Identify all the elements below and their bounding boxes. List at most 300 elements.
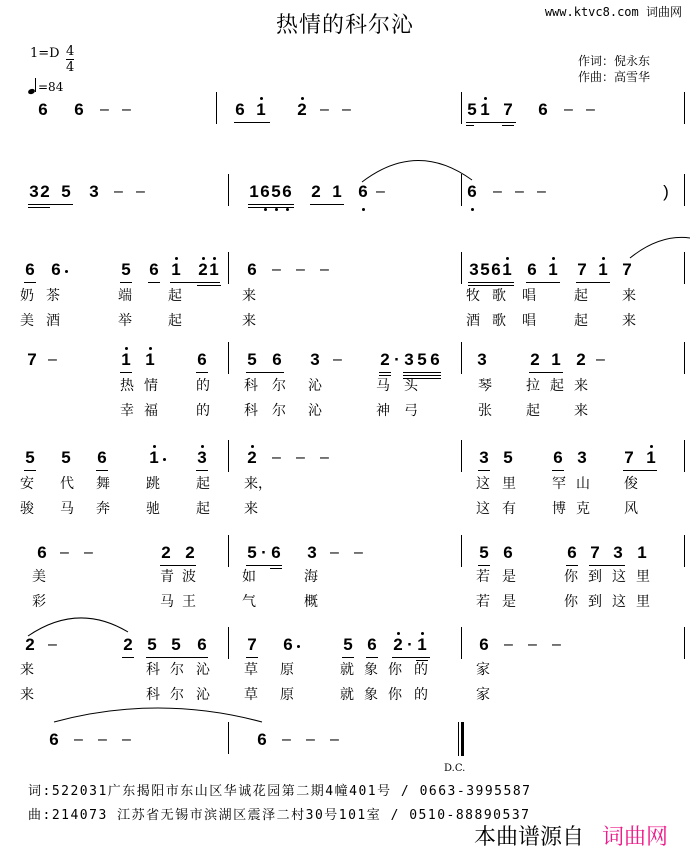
- dash: –: [48, 636, 57, 653]
- note: 7: [622, 260, 632, 279]
- lyric-char: 青: [160, 569, 174, 585]
- note: 5: [61, 182, 71, 201]
- note: ·: [394, 350, 400, 369]
- high-octave-dot: [175, 257, 178, 260]
- note: 6: [503, 543, 513, 562]
- note: 2: [40, 182, 50, 201]
- note: 3: [307, 543, 317, 562]
- barline: [684, 535, 685, 567]
- low-octave-dot: [286, 208, 289, 211]
- note: 6: [272, 350, 282, 369]
- lyric-char: 美: [20, 313, 34, 329]
- lyric-char: 草: [244, 687, 258, 703]
- lyric-char: 起: [196, 501, 210, 517]
- beam-underline: [526, 282, 560, 283]
- paren: ): [663, 182, 669, 201]
- lyric-char: 来: [244, 501, 258, 517]
- high-octave-dot: [506, 257, 509, 260]
- barline: [461, 252, 462, 284]
- high-octave-dot: [484, 97, 487, 100]
- barline: [684, 627, 685, 659]
- key-signature: 1=D: [30, 46, 60, 61]
- barline: [461, 627, 462, 659]
- note: 5: [480, 260, 490, 279]
- lyric-char: 象: [364, 662, 378, 678]
- lyric-char: 酒: [466, 313, 480, 329]
- high-octave-dot: [213, 257, 216, 260]
- lyric-char: 起: [196, 476, 210, 492]
- beam-underline: [170, 282, 220, 283]
- note: 1: [332, 182, 342, 201]
- dash: –: [515, 183, 524, 200]
- note: 6: [97, 448, 107, 467]
- high-octave-dot: [149, 347, 152, 350]
- lyric-char: 你: [388, 662, 402, 678]
- beam-underline: [148, 282, 160, 283]
- dash: –: [552, 636, 561, 653]
- note: 2: [247, 448, 257, 467]
- barline: [228, 252, 229, 284]
- high-octave-dot: [421, 632, 424, 635]
- lyric-char: 歌: [492, 288, 506, 304]
- beam-underline: [589, 565, 625, 566]
- lyric-char: 如: [242, 569, 256, 585]
- note: 5: [147, 635, 157, 654]
- lyric-char: 彩: [32, 594, 46, 610]
- time-signature: [66, 44, 74, 75]
- lyric-char: 这: [476, 476, 490, 492]
- beam-underline: [478, 565, 490, 566]
- note: 1: [646, 448, 656, 467]
- note: 1: [209, 260, 219, 279]
- note: 2: [161, 543, 171, 562]
- barline: [684, 342, 685, 374]
- note: 3: [469, 260, 479, 279]
- note: 7: [503, 100, 513, 119]
- note: 6: [538, 100, 548, 119]
- barline: [216, 92, 217, 124]
- site-watermark[interactable]: [545, 3, 682, 20]
- note: 6: [479, 635, 489, 654]
- note: 5: [467, 100, 477, 119]
- lyric-char: 歌: [492, 313, 506, 329]
- beam-underline: [478, 470, 490, 471]
- dash: –: [282, 731, 291, 748]
- note: 6: [367, 635, 377, 654]
- note: 1: [598, 260, 608, 279]
- beam-underline: [468, 285, 514, 286]
- dash: –: [114, 183, 123, 200]
- dash: –: [330, 544, 339, 561]
- barline: [461, 440, 462, 472]
- lyric-char: 起: [574, 313, 588, 329]
- note: 6: [197, 635, 207, 654]
- lyric-char: 若: [476, 569, 490, 585]
- note: 1: [502, 260, 512, 279]
- low-octave-dot: [471, 208, 474, 211]
- lyric-char: 王: [182, 594, 196, 610]
- note: 2: [311, 182, 321, 201]
- dash: –: [272, 449, 281, 466]
- high-octave-dot: [201, 445, 204, 448]
- dash: –: [537, 183, 546, 200]
- dash: –: [98, 731, 107, 748]
- beam-underline: [24, 282, 36, 283]
- lyric-char: 琴: [478, 378, 492, 394]
- note: 3: [197, 448, 207, 467]
- lyric-char: 跳: [146, 476, 160, 492]
- beam-underline: [196, 372, 208, 373]
- augmentation-dot: [65, 270, 68, 273]
- note: 2: [530, 350, 540, 369]
- beam-underline: [502, 125, 514, 126]
- high-octave-dot: [552, 257, 555, 260]
- beam-underline: [403, 375, 441, 376]
- lyric-char: 到: [588, 569, 602, 585]
- lyric-char: 马: [60, 501, 74, 517]
- dash: –: [320, 449, 329, 466]
- beam-underline: [468, 282, 514, 283]
- note: 6: [567, 543, 577, 562]
- dash: –: [320, 101, 329, 118]
- beam-underline: [529, 372, 563, 373]
- beam-underline: [197, 285, 221, 286]
- lyric-char: 沁: [196, 687, 210, 703]
- note: 1: [256, 100, 266, 119]
- note: 6: [553, 448, 563, 467]
- dash: –: [306, 731, 315, 748]
- note: 6: [74, 100, 84, 119]
- source-label: 本曲谱源自: [473, 825, 584, 850]
- note: 2: [576, 350, 586, 369]
- note: 2: [123, 635, 133, 654]
- high-octave-dot: [397, 632, 400, 635]
- site-url[interactable]: www.ktvc8.com: [544, 5, 639, 19]
- lyric-char: 端: [118, 288, 132, 304]
- lyric-char: 科: [146, 662, 160, 678]
- barline: [684, 92, 685, 124]
- lyric-char: 的: [196, 403, 210, 419]
- beam-underline: [246, 565, 282, 566]
- dash: –: [122, 731, 131, 748]
- note: 2: [198, 260, 208, 279]
- note: 3: [310, 350, 320, 369]
- lyric-char: 唱: [522, 313, 536, 329]
- note: 6: [51, 260, 61, 279]
- beam-underline: [196, 470, 208, 471]
- note: 7: [624, 448, 634, 467]
- note: 6: [257, 730, 267, 749]
- note: 1: [145, 350, 155, 369]
- note: 3: [477, 350, 487, 369]
- high-octave-dot: [260, 97, 263, 100]
- lyric-char: 起: [168, 288, 182, 304]
- site-name[interactable]: 词曲网: [645, 5, 682, 19]
- lyric-char: 科: [244, 403, 258, 419]
- lyric-char: 尔: [170, 662, 184, 678]
- lyric-char: 的: [414, 662, 428, 678]
- lyric-char: 尔: [272, 378, 286, 394]
- beam-underline: [120, 282, 132, 283]
- lyric-char: 马: [376, 378, 390, 394]
- lyric-char: 沁: [196, 662, 210, 678]
- note: 6: [260, 182, 270, 201]
- lyric-char: 来: [20, 662, 34, 678]
- lyric-char: 原: [280, 687, 294, 703]
- time-sig-bottom: 4: [66, 60, 75, 75]
- augmentation-dot: [297, 645, 300, 648]
- high-octave-dot: [650, 445, 653, 448]
- barline: [228, 627, 229, 659]
- augmentation-dot: [163, 458, 166, 461]
- note: 1: [551, 350, 561, 369]
- note: 6: [25, 260, 35, 279]
- low-octave-dot: [275, 208, 278, 211]
- beam-underline: [379, 375, 391, 376]
- barline: [228, 440, 229, 472]
- note: 5: [171, 635, 181, 654]
- barline: [461, 92, 462, 124]
- lyric-char: 来，: [244, 476, 272, 492]
- lyricist-credit: 作词：倪永东: [578, 54, 651, 68]
- note: 6: [283, 635, 293, 654]
- dash: –: [320, 261, 329, 278]
- note: 5: [479, 543, 489, 562]
- lyric-char: 这: [476, 501, 490, 517]
- barline: [228, 722, 229, 754]
- lyric-char: 代: [60, 476, 74, 492]
- dash: –: [528, 636, 537, 653]
- lyric-char: 神: [376, 403, 390, 419]
- dash: –: [596, 351, 605, 368]
- barline: [684, 174, 685, 206]
- barline: [461, 174, 462, 206]
- lyric-char: 奔: [96, 501, 110, 517]
- beam-underline: [28, 204, 73, 205]
- lyricist-address: 词:522031广东揭阳市东山区华诚花园第二期4幢401号 / 0663-3995587: [28, 784, 532, 799]
- note: 6: [282, 182, 292, 201]
- lyric-char: 唱: [522, 288, 536, 304]
- note: 6: [149, 260, 159, 279]
- note: 6: [235, 100, 245, 119]
- lyric-char: 舞: [96, 476, 110, 492]
- dash: –: [122, 101, 131, 118]
- lyric-char: 科: [146, 687, 160, 703]
- dash: –: [100, 101, 109, 118]
- dash: –: [296, 261, 305, 278]
- lyric-char: 幸: [120, 403, 134, 419]
- lyric-char: 罕: [552, 476, 566, 492]
- barline: [684, 252, 685, 284]
- note: 2: [393, 635, 403, 654]
- beam-underline: [122, 657, 134, 658]
- lyric-char: 骏: [20, 501, 34, 517]
- barline: [228, 342, 229, 374]
- lyric-char: 你: [564, 594, 578, 610]
- lyric-char: 若: [476, 594, 490, 610]
- beam-underline: [28, 207, 50, 208]
- note: 2: [297, 100, 307, 119]
- note: ·: [407, 635, 413, 654]
- note: 5: [417, 350, 427, 369]
- beam-underline: [234, 122, 270, 123]
- dc-mark: D.C.: [444, 763, 466, 774]
- lyric-char: 山: [576, 476, 590, 492]
- beam-underline: [24, 470, 36, 471]
- low-octave-dot: [264, 208, 267, 211]
- note: 6: [527, 260, 537, 279]
- lyric-char: 张: [478, 403, 492, 419]
- tempo-marking: [28, 78, 63, 94]
- note: 5: [247, 350, 257, 369]
- dash: –: [330, 731, 339, 748]
- note: 3: [577, 448, 587, 467]
- beam-underline: [160, 565, 196, 566]
- lyric-char: 弓: [404, 403, 418, 419]
- lyric-char: 情: [144, 378, 158, 394]
- dash: –: [586, 101, 595, 118]
- note: 6: [467, 182, 477, 201]
- note: 6: [271, 543, 281, 562]
- lyric-char: 俊: [624, 476, 638, 492]
- final-barline: [458, 722, 459, 756]
- dash: –: [376, 183, 385, 200]
- note: 3: [479, 448, 489, 467]
- note: 5: [25, 448, 35, 467]
- source-site-link[interactable]: 词曲网: [601, 825, 668, 850]
- song-title: 热情的科尔沁: [275, 13, 414, 38]
- dash: –: [296, 449, 305, 466]
- high-octave-dot: [202, 257, 205, 260]
- beam-underline: [566, 565, 578, 566]
- note: 3: [404, 350, 414, 369]
- note: 7: [27, 350, 37, 369]
- note: 6: [38, 100, 48, 119]
- note: 2: [25, 635, 35, 654]
- note: 5: [343, 635, 353, 654]
- lyric-char: 福: [144, 403, 158, 419]
- lyric-char: 尔: [272, 403, 286, 419]
- dash: –: [504, 636, 513, 653]
- barline: [228, 535, 229, 567]
- lyric-char: 拉: [526, 378, 540, 394]
- lyric-char: 原: [280, 662, 294, 678]
- note: 1: [171, 260, 181, 279]
- note: 3: [613, 543, 623, 562]
- note: 1: [548, 260, 558, 279]
- dash: –: [342, 101, 351, 118]
- beam-underline: [246, 657, 258, 658]
- lyric-char: 来: [622, 313, 636, 329]
- lyric-char: 波: [182, 569, 196, 585]
- lyric-char: 茶: [46, 288, 60, 304]
- high-octave-dot: [602, 257, 605, 260]
- lyric-char: 克: [576, 501, 590, 517]
- high-octave-dot: [301, 97, 304, 100]
- dash: –: [493, 183, 502, 200]
- note: 2: [380, 350, 390, 369]
- beam-underline: [310, 204, 344, 205]
- lyric-char: 奶: [20, 288, 34, 304]
- note: 6: [197, 350, 207, 369]
- lyric-char: 驰: [146, 501, 160, 517]
- lyric-char: 起: [526, 403, 540, 419]
- beam-underline: [576, 282, 610, 283]
- beam-underline: [379, 372, 391, 373]
- note: 5: [271, 182, 281, 201]
- dash: –: [60, 544, 69, 561]
- lyric-char: 起: [550, 378, 564, 394]
- lyric-char: 科: [244, 378, 258, 394]
- lyric-char: 里: [636, 569, 650, 585]
- lyric-char: 到: [588, 594, 602, 610]
- lyric-char: 你: [388, 687, 402, 703]
- dash: –: [354, 544, 363, 561]
- lyric-char: 博: [552, 501, 566, 517]
- note: 5: [503, 448, 513, 467]
- lyric-char: 象: [364, 687, 378, 703]
- lyric-char: 起: [574, 288, 588, 304]
- barline: [461, 535, 462, 567]
- note: 7: [590, 543, 600, 562]
- lyric-char: 风: [624, 501, 638, 517]
- note: 6: [491, 260, 501, 279]
- lyric-char: 是: [502, 569, 516, 585]
- lyric-char: 就: [340, 687, 354, 703]
- quarter-note-icon: [28, 78, 38, 94]
- beam-underline: [366, 657, 378, 658]
- lyric-char: 尔: [170, 687, 184, 703]
- beam-underline: [96, 470, 108, 471]
- lyric-char: 概: [304, 594, 318, 610]
- lyric-char: 是: [502, 594, 516, 610]
- lyric-char: 沁: [308, 403, 322, 419]
- lyric-char: 热: [120, 378, 134, 394]
- lyric-char: 来: [242, 288, 256, 304]
- lyric-char: 举: [118, 313, 132, 329]
- lyric-char: 家: [476, 687, 490, 703]
- time-sig-top: 4: [66, 44, 75, 59]
- note: 1: [417, 635, 427, 654]
- note: 5: [247, 543, 257, 562]
- lyric-char: 的: [414, 687, 428, 703]
- beam-underline: [248, 204, 294, 205]
- barline: [684, 440, 685, 472]
- beam-underline: [146, 657, 208, 658]
- note: 1: [637, 543, 647, 562]
- composer-address: 曲:214073 江苏省无锡市滨湖区震泽二村30号101室 / 0510-88890537: [28, 808, 531, 823]
- lyric-char: 这: [612, 569, 626, 585]
- beam-underline: [552, 470, 564, 471]
- note: 6: [430, 350, 440, 369]
- lyric-char: 头: [404, 378, 418, 394]
- high-octave-dot: [251, 445, 254, 448]
- lyric-char: 牧: [466, 288, 480, 304]
- note: 1: [249, 182, 259, 201]
- low-octave-dot: [362, 208, 365, 211]
- note: 6: [49, 730, 59, 749]
- tempo-value: =84: [38, 80, 64, 94]
- lyric-char: 来: [20, 687, 34, 703]
- high-octave-dot: [153, 445, 156, 448]
- beam-underline: [342, 657, 354, 658]
- note: 1: [149, 448, 159, 467]
- beam-underline: [246, 372, 284, 373]
- barline: [461, 342, 462, 374]
- note: 7: [577, 260, 587, 279]
- lyric-char: 里: [502, 476, 516, 492]
- beam-underline: [466, 122, 516, 123]
